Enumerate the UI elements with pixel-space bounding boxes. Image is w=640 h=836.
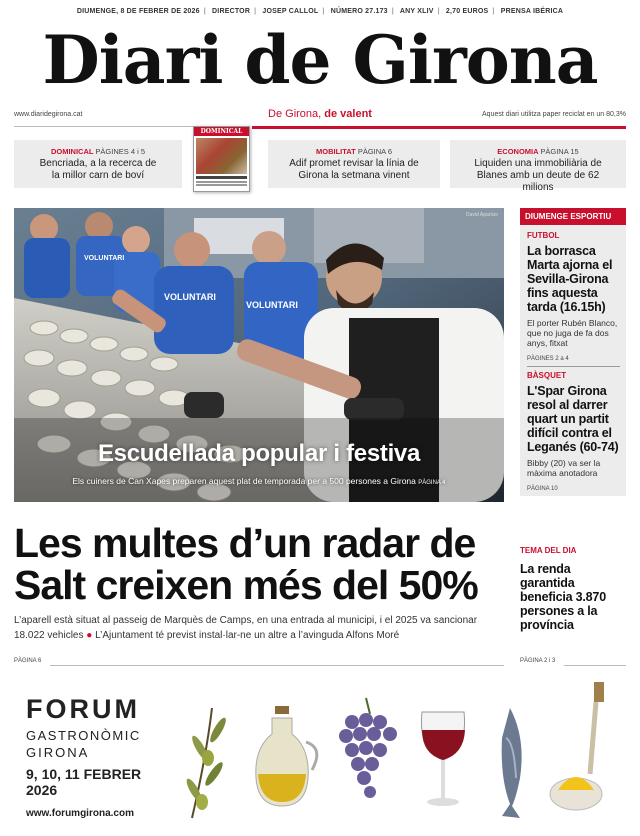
photo-credit: David Aparicio [466, 212, 498, 218]
teaser-section: ECONOMIA [497, 147, 539, 156]
teaser-text: Bencriada, a la recerca de la millor carn de boví [39, 158, 157, 181]
sports-page: PÀGINES 2 a 4 [527, 356, 569, 362]
director-name: JOSEP CALLOL [262, 8, 319, 15]
issue-price: 2,70 EUROS [445, 8, 489, 15]
sports-item-futbol[interactable] [527, 231, 620, 362]
vest-label: VOLUNTARI [164, 292, 216, 302]
food-illustrations [180, 678, 620, 828]
thumbnail-line [196, 181, 247, 183]
photo-caption [14, 476, 504, 486]
forum-advertisement[interactable] [0, 670, 640, 836]
teaser-text: Liquiden una immobiliària de Blanes amb un deute de 62 milions [474, 158, 602, 193]
edition-date: DIUMENGE, 8 DE FEBRER DE 2026 [76, 8, 200, 15]
wine-glass-icon [421, 712, 465, 806]
vest-label: VOLUNTARI [84, 255, 125, 262]
issue-year: ANY XLIV [399, 8, 434, 15]
main-headline[interactable]: Les multes d’un radar de Salt creixen més del 50% [14, 520, 478, 608]
photo-title: Escudellada popular i festiva [97, 440, 421, 467]
issue-number: NÚMERO 27.173 [330, 8, 388, 15]
thumbnail-title: DOMINICAL [194, 127, 249, 136]
sports-headline: La borrasca Marta ajorna el Sevilla-Girona fins aquesta tarda (16.15h) [527, 244, 613, 314]
recycled-note: Aquest diari utilitza paper reciclat en un 80,3% [482, 111, 626, 118]
sports-box [520, 225, 626, 496]
teaser-text: Adif promet revisar la línia de Girona la setmana vinent [289, 158, 419, 181]
masthead-logo: Diari de Girona [42, 21, 598, 99]
olive-branch-icon [184, 708, 228, 818]
divider [50, 665, 504, 666]
ad-url[interactable]: www.forumgirona.com [26, 808, 134, 819]
thumbnail-line [196, 176, 247, 179]
sports-item-basquet[interactable] [527, 371, 620, 492]
teaser-page: PÀGINA 6 [357, 147, 392, 156]
subline [14, 108, 626, 124]
dominical-magazine-thumbnail[interactable] [193, 126, 250, 192]
sardine-icon [502, 708, 522, 818]
ad-line1: GASTRONÒMIC [26, 728, 141, 743]
main-deck [14, 613, 504, 643]
slogan-part-b: de valent [324, 108, 372, 120]
deck-part-a: L’aparell està situat al passeig de Marquès de Camps, en una entrada al municipi, i el 2025 va sancionar 18.022 vehicles [14, 615, 478, 641]
divider [527, 366, 620, 367]
slogan-part-a: De Girona, [268, 108, 322, 120]
teaser-economia[interactable] [450, 140, 626, 193]
thumbnail-line [196, 184, 247, 186]
topic-of-day[interactable] [520, 546, 626, 632]
main-photo[interactable] [14, 208, 504, 502]
ad-dates [26, 766, 141, 798]
sports-text: Bibby (20) va ser la màxima anotadora [527, 458, 601, 478]
bullet-icon: ● [86, 630, 93, 641]
sports-category: FUTBOL [527, 231, 560, 240]
olive-oil-jar-icon [256, 706, 317, 806]
divider [564, 665, 626, 666]
caption-page: PÀGINA 4 [418, 480, 446, 486]
teaser-page: PÀGINES 4 i 5 [95, 147, 146, 156]
topic-page-ref: PÀGINA 2 i 3 [520, 658, 556, 664]
ad-brand: FORUM [26, 694, 140, 724]
sports-text: El porter Rubén Blanco, que no juga de fa dos anys, fitxat [527, 318, 618, 348]
teaser-page: PÀGINA 15 [540, 147, 579, 156]
vest-label: VOLUNTARI [246, 300, 298, 310]
sports-page: PÀGINA 10 [527, 486, 558, 492]
spoon-lemon-icon [550, 682, 604, 810]
grapes-icon [339, 698, 397, 798]
ad-year: 2026 [26, 782, 58, 798]
director-label: DIRECTOR [212, 8, 251, 15]
ad-line2: GIRONA [26, 745, 90, 760]
main-page-ref: PÀGINA 6 [14, 658, 42, 664]
ad-dates-line: 9, 10, 11 FEBRER [26, 766, 142, 782]
red-divider [252, 126, 626, 129]
sports-header: DIUMENGE ESPORTIU [520, 208, 626, 225]
teaser-mobilitat[interactable] [268, 140, 440, 188]
caption-text: Els cuiners de Can Xapes preparen aquest plat de temporada per a 500 persones a Girona [72, 476, 416, 486]
sports-headline: L'Spar Girona resol al darrer quart un partit difícil contra el Leganés (60-74) [527, 384, 619, 454]
edition-info: DIUMENGE, 8 DE FEBRER DE 2026 | DIRECTOR | JOSEP CALLOL | NÚMERO 27.173 | ANY XLIV | 2,70 EUROS | PRENSA IBÉRICA [76, 8, 564, 15]
sports-category: BÀSQUET [527, 371, 567, 380]
topic-category: TEMA DEL DIA [520, 546, 577, 555]
deck-part-b: L’Ajuntament té previst instal·lar-ne un altre a l’avinguda Alfons Moré [95, 630, 400, 641]
topic-headline: La renda garantida beneficia 3.870 persones a la província [520, 562, 606, 632]
teaser-dominical[interactable] [14, 140, 182, 188]
divider [14, 126, 194, 127]
publisher-group: PRENSA IBÉRICA [500, 8, 564, 15]
sports-sidebar [520, 208, 626, 496]
teaser-section: MOBILITAT [316, 147, 356, 156]
thumbnail-image [196, 138, 247, 174]
teaser-section: DOMINICAL [50, 147, 94, 156]
website-link[interactable]: www.diaridegirona.cat [14, 111, 83, 118]
